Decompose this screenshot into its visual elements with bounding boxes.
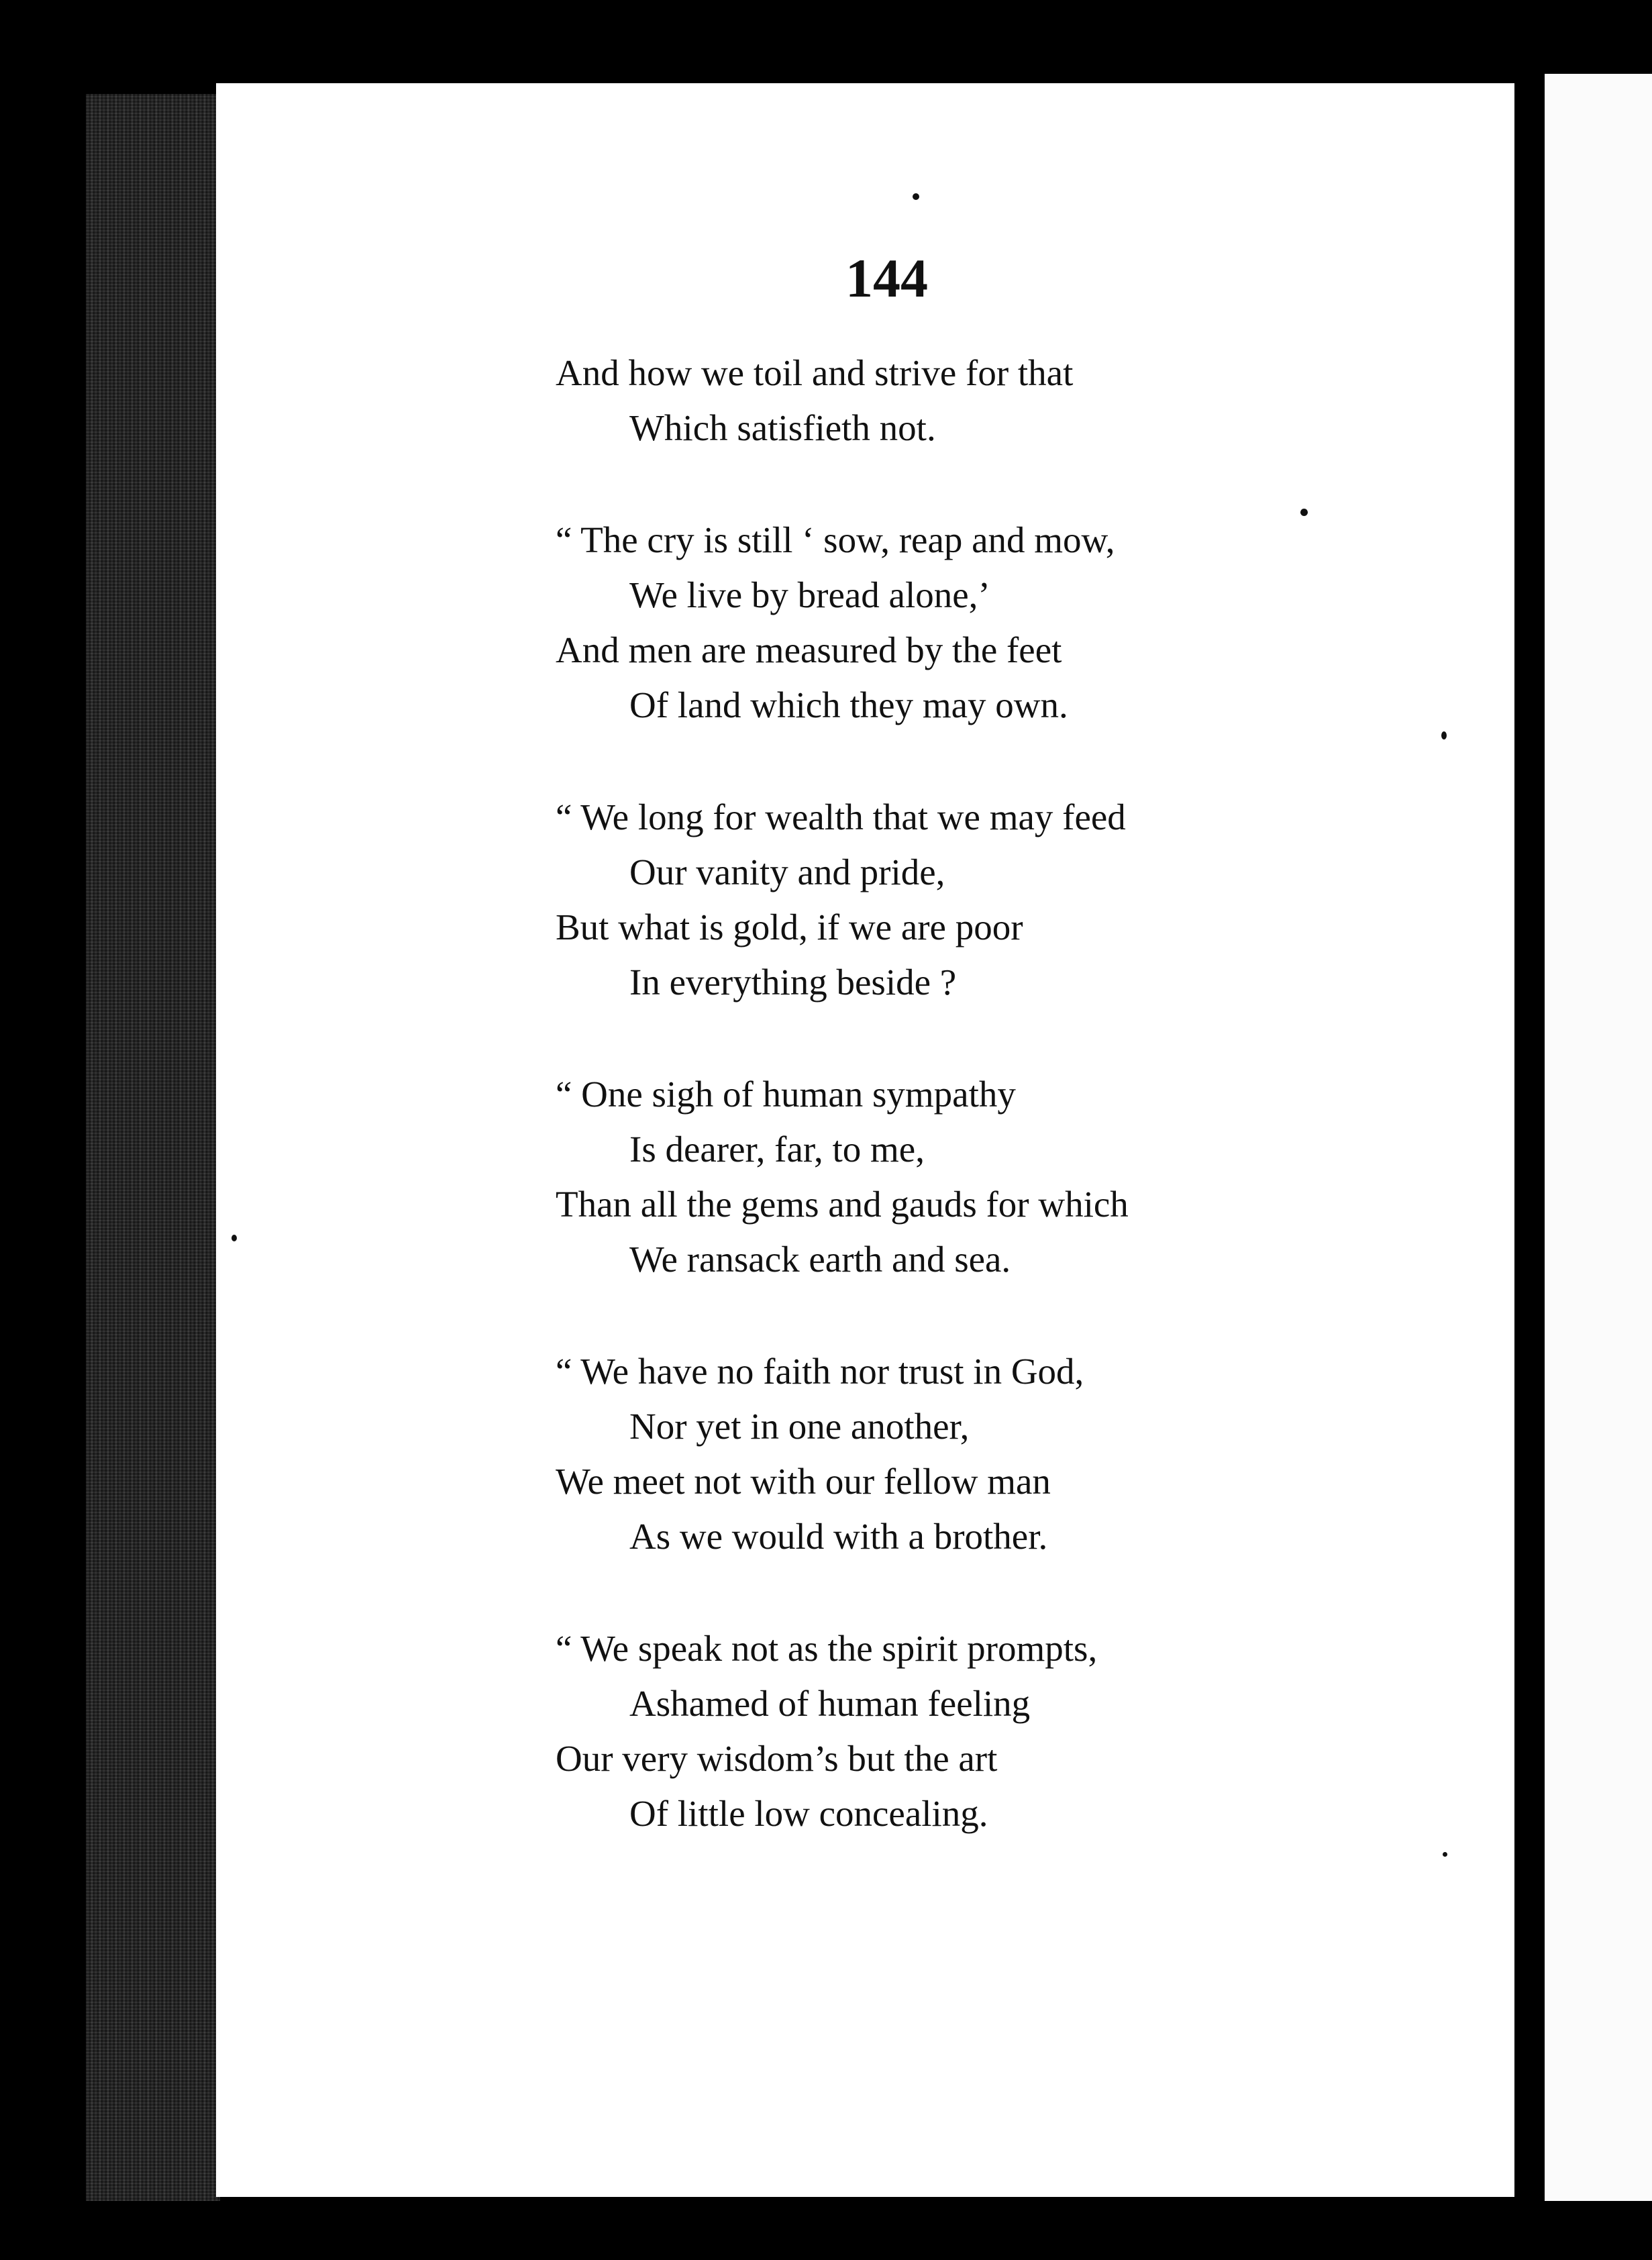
speck [1443, 1852, 1447, 1857]
poem-line: “ The cry is still ‘ sow, reap and mow, [556, 519, 1115, 560]
poem-line: We meet not with our fellow man [556, 1461, 1051, 1502]
speck [1300, 509, 1308, 516]
adjacent-page-edge [1545, 74, 1652, 2201]
poem-line: “ We have no faith nor trust in God, [556, 1351, 1084, 1392]
poem-line: We live by bread alone,’ [629, 574, 990, 615]
poem-line: “ One sigh of human sympathy [556, 1074, 1016, 1115]
poem-line: As we would with a brother. [629, 1516, 1048, 1557]
poem-line: But what is gold, if we are poor [556, 907, 1023, 947]
book-spine [86, 94, 220, 2201]
poem-line: Our vanity and pride, [629, 852, 945, 892]
poem-line: Ashamed of human feeling [629, 1683, 1031, 1724]
stanza [556, 513, 1227, 733]
speck [231, 1235, 237, 1241]
poem-line: Of little low concealing. [629, 1793, 988, 1834]
poem-line: Nor yet in one another, [629, 1406, 970, 1447]
poem-line: Our very wisdom’s but the art [556, 1738, 998, 1779]
poem-text [556, 346, 1227, 1898]
poem-line: Than all the gems and gauds for which [556, 1184, 1129, 1225]
poem-line: We ransack earth and sea. [629, 1239, 1011, 1280]
poem-line: “ We speak not as the spirit prompts, [556, 1628, 1098, 1669]
stanza [556, 1344, 1227, 1564]
poem-line: “ We long for wealth that we may feed [556, 797, 1126, 837]
poem-line: And how we toil and strive for that [556, 352, 1074, 393]
stanza [556, 346, 1227, 456]
stanza [556, 1621, 1227, 1841]
poem-line: Of land which they may own. [629, 684, 1068, 725]
page-number: 144 [845, 248, 928, 309]
stanza [556, 790, 1227, 1010]
poem-line: In everything beside ? [629, 962, 957, 1003]
stanza [556, 1067, 1227, 1287]
speck [913, 193, 919, 200]
poem-line: Is dearer, far, to me, [629, 1129, 925, 1170]
speck [1441, 731, 1447, 739]
poem-line: Which satisfieth not. [629, 407, 936, 448]
poem-line: And men are measured by the feet [556, 629, 1062, 670]
